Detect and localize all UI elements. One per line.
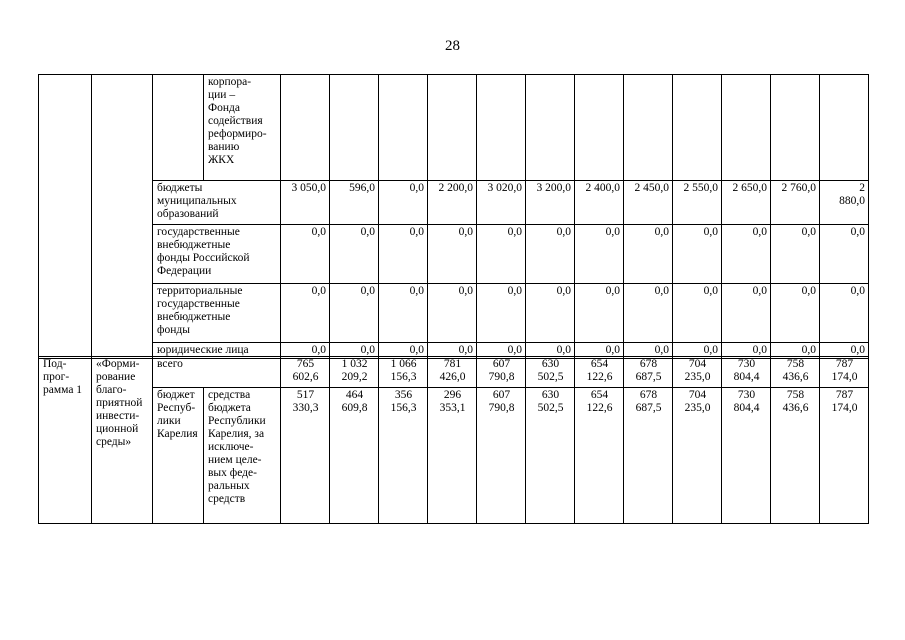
table-cell: 0,0 — [820, 343, 869, 359]
page-number: 28 — [445, 38, 460, 54]
table-cell: 3 020,0 — [477, 181, 526, 225]
table-cell: 0,0 — [281, 343, 330, 359]
table-cell: 0,0 — [281, 284, 330, 343]
table-cell: 0,0 — [379, 343, 428, 359]
table-cell: 0,0 — [624, 343, 673, 359]
table-cell: 0,0 — [330, 343, 379, 359]
table-cell: 630 502,5 — [526, 388, 575, 524]
subprogram-status: Под- прог- рамма 1 — [39, 357, 92, 524]
table-cell: 0,0 — [575, 225, 624, 284]
subprogram-table — [38, 356, 869, 524]
table-row-municipal — [39, 181, 869, 225]
table-cell: 730 804,4 — [722, 388, 771, 524]
table-cell: 0,0 — [526, 284, 575, 343]
table-cell: 356 156,3 — [379, 388, 428, 524]
table-cell: 0,0 — [820, 284, 869, 343]
table-cell: 0,0 — [722, 343, 771, 359]
table-cell: 1 066 156,3 — [379, 357, 428, 388]
table-cell: 0,0 — [428, 225, 477, 284]
table-cell: 607 790,8 — [477, 357, 526, 388]
table-cell: 0,0 — [526, 225, 575, 284]
fund-label: корпора- ции – Фонда содействия реформиро- ванию ЖКХ — [204, 75, 281, 181]
table-cell: 0,0 — [330, 225, 379, 284]
budget-table — [38, 74, 869, 359]
table-cell: 0,0 — [428, 284, 477, 343]
table-cell: 0,0 — [673, 343, 722, 359]
budget-source-label: бюджет Респуб- лики Карелия — [153, 388, 204, 524]
table-cell: 596,0 — [330, 181, 379, 225]
table-cell: 0,0 — [379, 181, 428, 225]
table-cell: 3 050,0 — [281, 181, 330, 225]
table-cell: 654 122,6 — [575, 357, 624, 388]
total-label: всего — [153, 357, 281, 388]
state-funds-label: государственные внебюджетные фонды Российской Федерации — [153, 225, 281, 284]
table-cell: 0,0 — [379, 284, 428, 343]
table-cell: 2 650,0 — [722, 181, 771, 225]
table-cell: 781 426,0 — [428, 357, 477, 388]
table-row-state-funds — [39, 225, 869, 284]
table-cell: 0,0 — [330, 284, 379, 343]
table-cell: 2 880,0 — [820, 181, 869, 225]
table-cell: 630 502,5 — [526, 357, 575, 388]
table-row-subprogram-budget — [39, 388, 869, 524]
table-cell: 704 235,0 — [673, 357, 722, 388]
table-cell: 1 032 209,2 — [330, 357, 379, 388]
table-cell: 0,0 — [428, 343, 477, 359]
table-cell: 758 436,6 — [771, 388, 820, 524]
status-cell — [39, 75, 92, 359]
table-cell: 0,0 — [771, 343, 820, 359]
table-cell: 0,0 — [722, 225, 771, 284]
table-cell: 0,0 — [673, 284, 722, 343]
table-cell: 0,0 — [575, 284, 624, 343]
table-cell: 3 200,0 — [526, 181, 575, 225]
table-cell: 296 353,1 — [428, 388, 477, 524]
table-cell: 0,0 — [771, 225, 820, 284]
territorial-funds-label: территориальные государственные внебюджетные фонды — [153, 284, 281, 343]
table-cell: 0,0 — [281, 225, 330, 284]
legal-entities-label: юридические лица — [153, 343, 281, 359]
table-cell: 758 436,6 — [771, 357, 820, 388]
table-row-territorial-funds — [39, 284, 869, 343]
table-cell: 678 687,5 — [624, 357, 673, 388]
table-cell: 0,0 — [575, 343, 624, 359]
table-cell: 704 235,0 — [673, 388, 722, 524]
table-cell: 0,0 — [624, 284, 673, 343]
table-row-fund — [39, 75, 869, 181]
source-cell — [153, 75, 204, 181]
table-cell: 0,0 — [820, 225, 869, 284]
table-cell: 0,0 — [477, 225, 526, 284]
table-cell: 730 804,4 — [722, 357, 771, 388]
table-cell: 0,0 — [673, 225, 722, 284]
table-cell: 0,0 — [526, 343, 575, 359]
table-cell: 464 609,8 — [330, 388, 379, 524]
table-cell: 0,0 — [379, 225, 428, 284]
table-cell: 2 550,0 — [673, 181, 722, 225]
table-cell: 607 790,8 — [477, 388, 526, 524]
table-cell: 0,0 — [477, 343, 526, 359]
table-cell: 2 760,0 — [771, 181, 820, 225]
municipal-label: бюджеты муниципальных образований — [153, 181, 281, 225]
table-cell: 654 122,6 — [575, 388, 624, 524]
table-row-subprogram-total — [39, 357, 869, 388]
table-cell: 765 602,6 — [281, 357, 330, 388]
program-name-cell — [92, 75, 153, 359]
table-cell: 0,0 — [722, 284, 771, 343]
table-cell: 678 687,5 — [624, 388, 673, 524]
table-cell: 787 174,0 — [820, 357, 869, 388]
budget-sub-label: средства бюджета Республики Карелия, за исключе- нием целе- вых феде- ральных средств — [204, 388, 281, 524]
table-cell: 0,0 — [624, 225, 673, 284]
table-cell: 0,0 — [477, 284, 526, 343]
table-cell: 517 330,3 — [281, 388, 330, 524]
table-cell: 2 400,0 — [575, 181, 624, 225]
table-cell: 787 174,0 — [820, 388, 869, 524]
table-cell: 0,0 — [771, 284, 820, 343]
table-cell: 2 450,0 — [624, 181, 673, 225]
table-cell: 2 200,0 — [428, 181, 477, 225]
subprogram-name: «Форми- рование благо- приятной инвести- ционной среды» — [92, 357, 153, 524]
